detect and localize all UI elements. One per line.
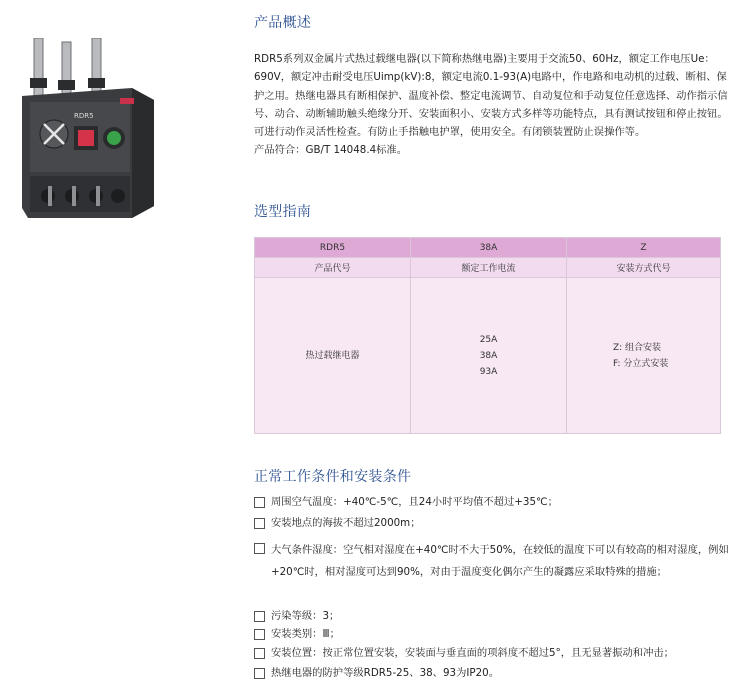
checkbox-icon (254, 668, 265, 679)
mounting-option: F: 分立式安装 (613, 358, 669, 369)
checkbox-icon (254, 497, 265, 508)
table-cell: Z (567, 238, 721, 258)
conditions-list (254, 493, 742, 684)
selection-title: 选型指南 (254, 204, 312, 220)
table-cell: RDR5 (255, 238, 411, 258)
overview-title: 产品概述 (254, 15, 312, 31)
list-item: 安装地点的海拔不超过2000m； (254, 514, 742, 539)
table-cell: 安装方式代号 (567, 258, 721, 278)
checkbox-icon (254, 518, 265, 529)
mounting-option: Z: 组合安装 (613, 342, 662, 353)
overview-standard: 产品符合：GB/T 14048.4标准。 (254, 144, 408, 157)
table-cell-currents (411, 278, 567, 434)
product-label: RDR5 (74, 112, 94, 120)
list-item: 大气条件湿度：空气相对湿度在+40℃时不大于50%，在较低的温度下可以有较高的相对湿度，例如+20℃时，相对湿度可达到90%，对由于温度变化偶尔产生的凝露应采取特殊的措施； (254, 539, 742, 601)
checkbox-icon (254, 648, 265, 659)
list-item: 周围空气温度：+40℃-5℃，且24小时平均值不超过+35℃； (254, 493, 742, 514)
current-value: 25A (479, 334, 498, 345)
list-item: 安装类别：Ⅲ； (254, 625, 742, 644)
table-cell: 产品代号 (255, 258, 411, 278)
checkbox-icon (254, 629, 265, 640)
checkbox-icon (254, 543, 265, 554)
list-item: 热继电器的防护等级RDR5-25、38、93为IP20。 (254, 664, 742, 684)
overview-paragraph: RDR5系列双金属片式热过载继电器(以下简称热继电器)主要用于交流50、60Hz，额定工作电压Ue：690V，额定冲击耐受电压Uimp(kV):8，额定电流0.1-93(A)电路中，作电路和电动机的过载、断相、保护之用。热继电器具有断相保护、温度补偿、整定电流调节、自动复位和手动复位任意选择、动作指示信号、动合、动断辅助触头绝缘分开、安装面积小、安装方式多样等功能特点，具有测试按钮和停止按钮。可进行动作灵活性检查。有防止手指触电护罩，使用安全。有闭锁装置防止误操作等。 (254, 53, 728, 139)
selection-table (254, 237, 721, 434)
table-cell-product-name: 热过载继电器 (255, 278, 411, 434)
conditions-title: 正常工作条件和安装条件 (254, 469, 412, 485)
list-item: 安装位置：按正常位置安装，安装面与垂直面的项斜度不超过5°，且无显著振动和冲击； (254, 644, 742, 664)
product-photo (14, 38, 168, 226)
current-value: 38A (479, 350, 498, 361)
table-cell-mounting (567, 278, 721, 434)
current-value: 93A (479, 366, 498, 377)
table-row-code (255, 238, 721, 258)
overview-section (254, 50, 734, 160)
table-row-values (255, 278, 721, 434)
table-cell: 38A (411, 238, 567, 258)
list-item: 污染等级：3； (254, 607, 742, 625)
table-cell: 额定工作电流 (411, 258, 567, 278)
table-row-headers (255, 258, 721, 278)
checkbox-icon (254, 611, 265, 622)
